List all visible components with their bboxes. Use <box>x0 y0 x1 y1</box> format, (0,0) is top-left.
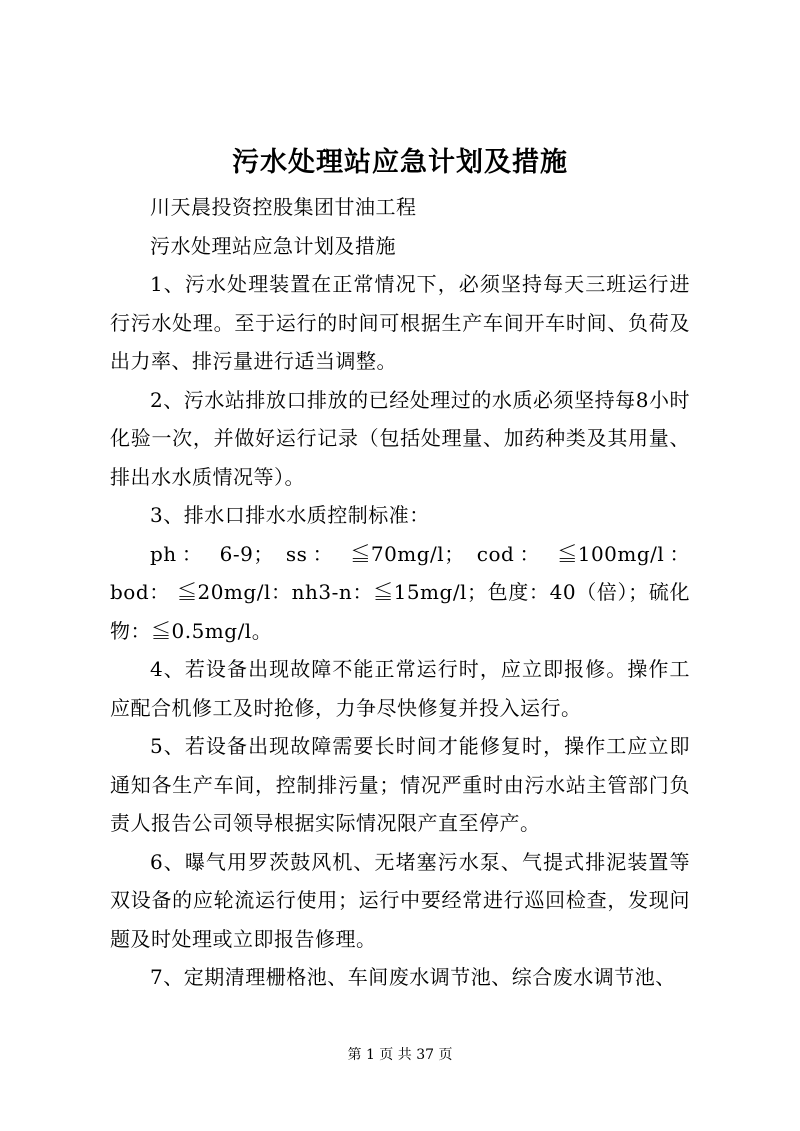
paragraph-item-2: 2、污水站排放口排放的已经处理过的水质必须坚持每8小时化验一次，并做好运行记录（包括处理量、加药种类及其用量、排出水水质情况等）。 <box>110 387 690 489</box>
paragraph-item-7: 7、定期清理栅格池、车间废水调节池、综合废水调节池、 <box>150 965 676 989</box>
paragraph-item-1: 1、污水处理装置在正常情况下，必须坚持每天三班运行进行污水处理。至于运行的时间可根据生产车间开车时间、负荷及出力率、排污量进行适当调整。 <box>110 272 690 373</box>
page-footer: 第 1 页 共 37 页 <box>347 1047 453 1063</box>
paragraph-standards: ph： 6-9； ss： ≦70mg/l； cod： ≦100mg/l： bod： ≦20mg/l：nh3-n：≦15mg/l；色度：40（倍）；硫化物：≦0.5mg/l。 <box>110 541 690 643</box>
paragraph-subtitle: 污水处理站应急计划及措施 <box>150 233 396 258</box>
document-body <box>110 188 690 997</box>
paragraph-company: 川天晨投资控股集团甘油工程 <box>150 195 417 219</box>
paragraph-item-6: 6、曝气用罗茨鼓风机、无堵塞污水泵、气提式排泥装置等双设备的应轮流运行使用；运行中要经常进行巡回检查，发现问题及时处理或立即报告修理。 <box>110 849 690 951</box>
paragraph-item-5: 5、若设备出现故障需要长时间才能修复时，操作工应立即通知各生产车间，控制排污量；情况严重时由污水站主管部门负责人报告公司领导根据实际情况限产直至停产。 <box>110 734 690 835</box>
paragraph-item-3: 3、排水口排水水质控制标准： <box>150 503 430 527</box>
document-title: 污水处理站应急计划及措施 <box>232 147 568 178</box>
paragraph-item-4: 4、若设备出现故障不能正常运行时，应立即报修。操作工应配合机修工及时抢修，力争尽快修复并投入运行。 <box>110 657 690 720</box>
